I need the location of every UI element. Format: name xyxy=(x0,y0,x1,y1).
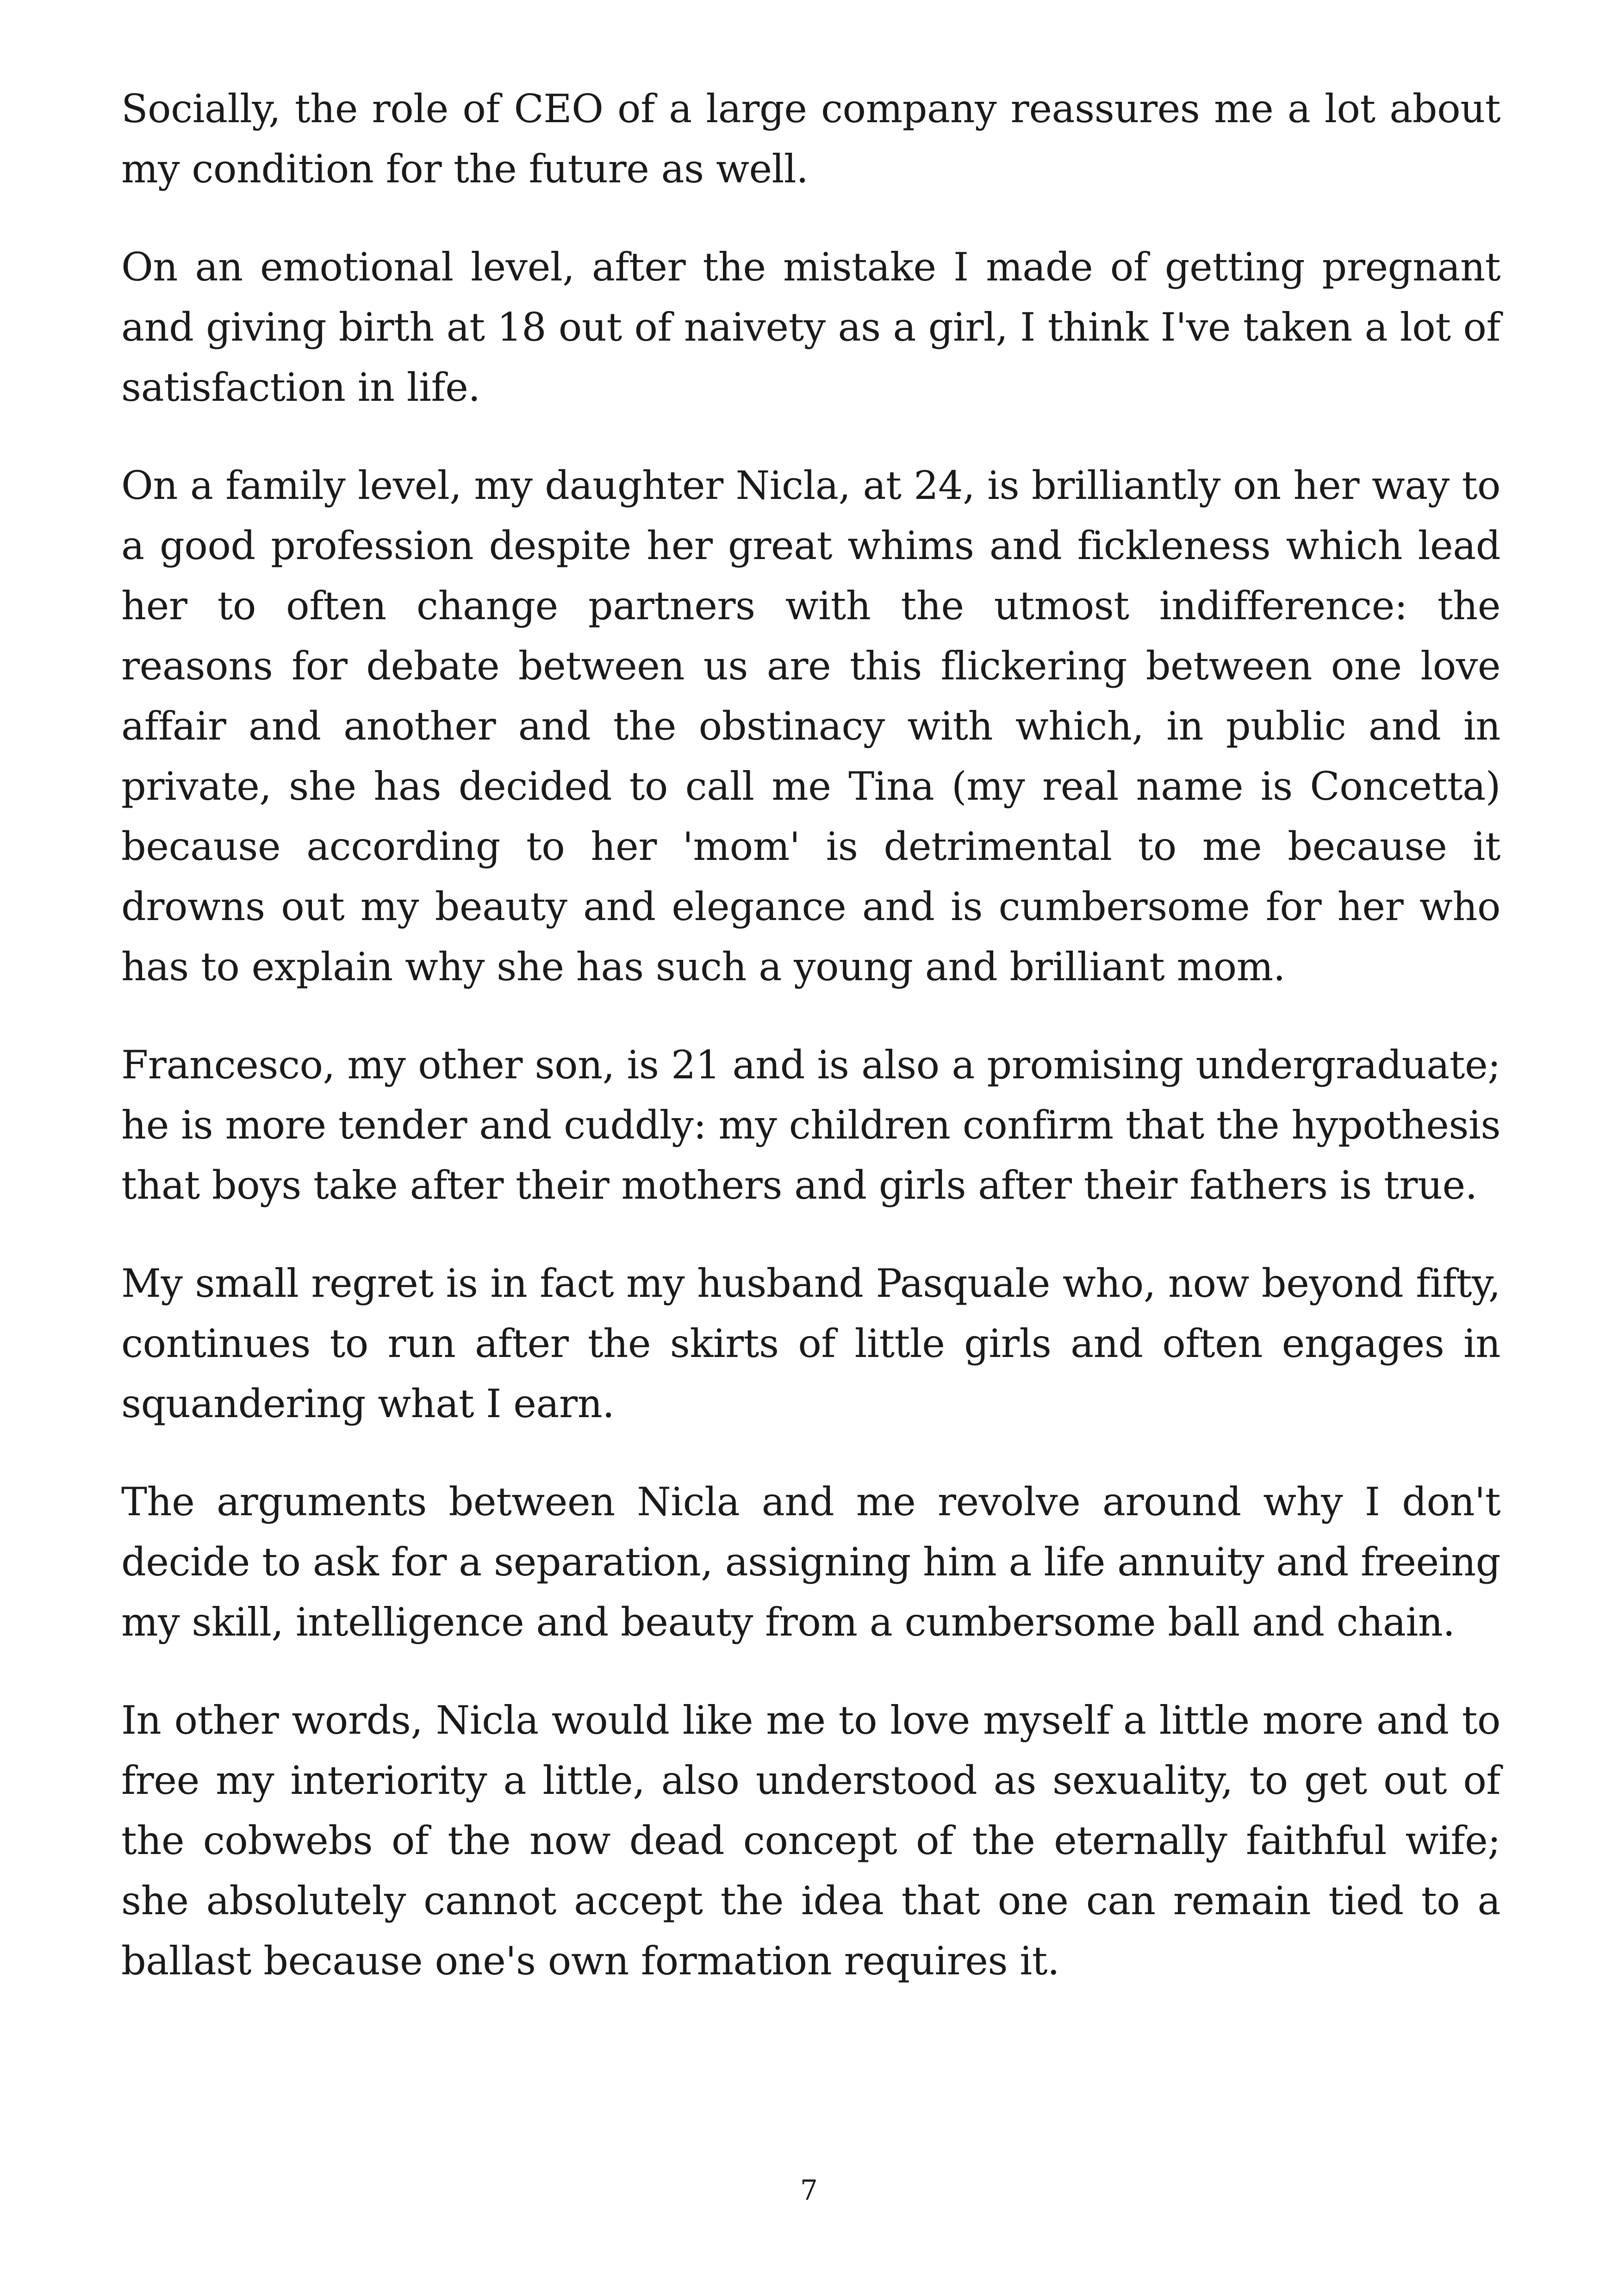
paragraph-1: Socially, the role of CEO of a large company reassures me a lot about my condition for the future as well. xyxy=(121,86,1500,192)
paragraph-7: In other words, Nicla would like me to love myself a little more and to free my interiority a little, also understood as sexuality, to get out of the cobwebs of the now dead concept of the eternally faithful wife; she absolutely cannot accept the idea that one can remain tied to a ballast because one's own formation requires it. xyxy=(121,1698,1500,1984)
paragraph-4: Francesco, my other son, is 21 and is also a promising undergraduate; he is more tender and cuddly: my children confirm that the hypothesis that boys take after their mothers and girls after their fathers is true. xyxy=(121,1042,1500,1208)
paragraph-6: The arguments between Nicla and me revolve around why I don't decide to ask for a separation, assigning him a life annuity and freeing my skill, intelligence and beauty from a cumbersome ball and chain. xyxy=(121,1479,1500,1645)
body-text xyxy=(121,79,1500,2029)
paragraph-5: My small regret is in fact my husband Pasquale who, now beyond fifty, continues to run after the skirts of little girls and often engages in squandering what I earn. xyxy=(121,1261,1500,1426)
page-number: 7 xyxy=(800,2174,818,2207)
paragraph-3: On a family level, my daughter Nicla, at 24, is brilliantly on her way to a good profession despite her great whims and fickleness which lead her to often change partners with the utmost indifference: the reasons for debate between us are this flickering between one love affair and another and the obstinacy with which, in public and in private, she has decided to call me Tina (my real name is Concetta) because according to her 'mom' is detrimental to me because it drowns out my beauty and elegance and is cumbersome for her who has to explain why she has such a young and brilliant mom. xyxy=(121,463,1500,989)
paragraph-2: On an emotional level, after the mistake I made of getting pregnant and giving birth at 18 out of naivety as a girl, I think I've taken a lot of satisfaction in life. xyxy=(121,244,1500,410)
